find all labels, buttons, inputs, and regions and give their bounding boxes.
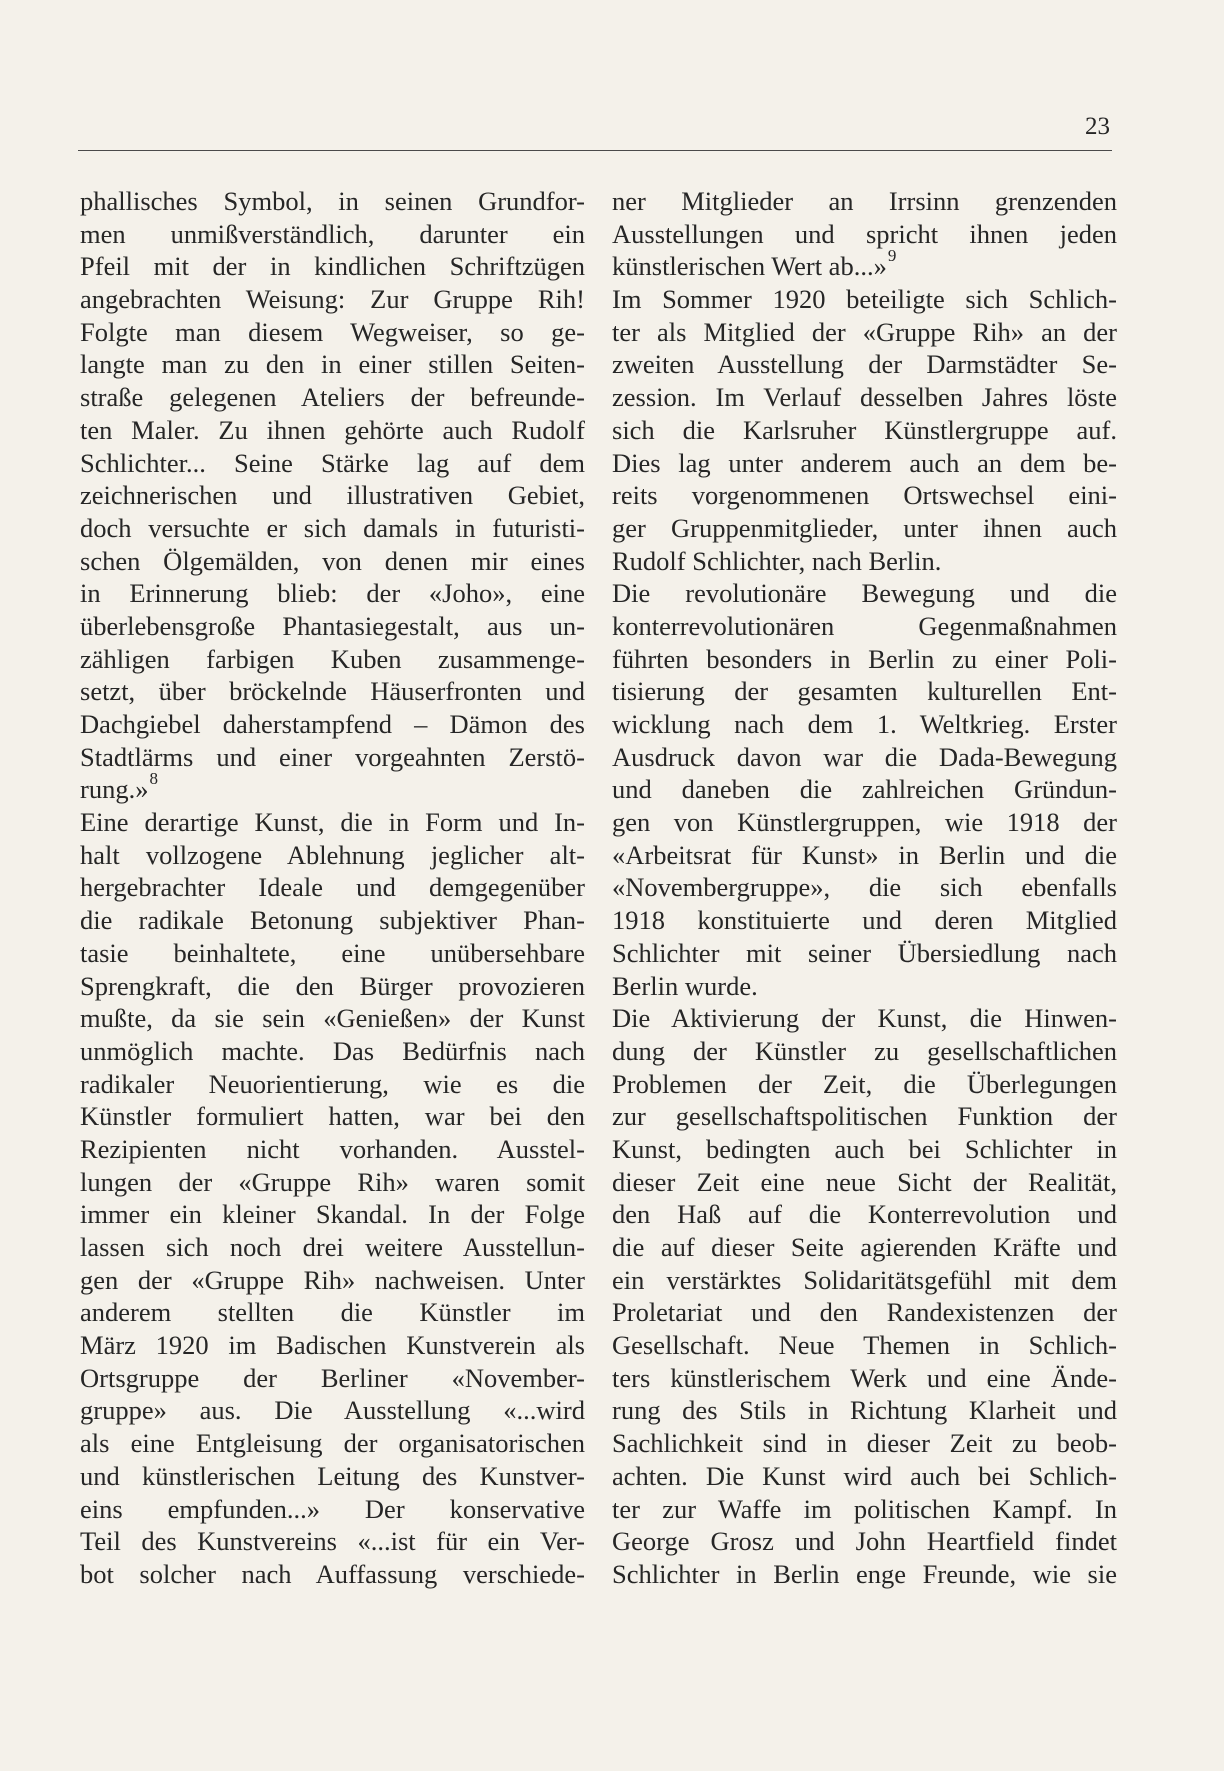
text-line: tisierung der gesamten kulturellen Ent- [612, 676, 1117, 707]
text-line: straße gelegenen Ateliers der befreunde- [80, 382, 585, 413]
text-line: und künstlerischen Leitung des Kunstver- [80, 1460, 585, 1491]
text-line: zur gesellschaftspolitischen Funktion der [612, 1101, 1117, 1132]
text-line: halt vollzogene Ablehnung jeglicher alt- [80, 839, 585, 870]
text-line: ter als Mitglied der «Gruppe Rih» an der [612, 316, 1117, 347]
page-number: 23 [1085, 113, 1110, 140]
text-line: Schlichter in Berlin enge Freunde, wie sie [612, 1558, 1117, 1589]
text-line: Im Sommer 1920 beteiligte sich Schlich- [612, 284, 1117, 315]
text-line: zeichnerischen und illustrativen Gebiet, [80, 480, 585, 511]
text-line: zweiten Ausstellung der Darmstädter Se- [612, 349, 1117, 380]
text-line-with-footnote [80, 769, 585, 806]
left-column [80, 185, 585, 1591]
text-line: Eine derartige Kunst, die in Form und In- [80, 807, 585, 838]
text-fragment: künstlerischen Wert ab...» [612, 251, 887, 282]
footnote-marker-9: 9 [887, 246, 897, 266]
text-line: immer ein kleiner Skandal. In der Folge [80, 1199, 585, 1230]
text-line: Dachgiebel daherstampfend – Dämon des [80, 709, 585, 739]
text-line: mußte, da sie sein «Genießen» der Kunst [80, 1003, 585, 1034]
header-rule [78, 150, 1112, 151]
text-line: Die Aktivierung der Kunst, die Hinwen- [612, 1003, 1117, 1034]
text-line: zähligen farbigen Kuben zusammenge- [80, 643, 585, 674]
text-fragment: rung.» [80, 774, 149, 805]
text-line: März 1920 im Badischen Kunstverein als [80, 1330, 585, 1361]
footnote-marker-8: 8 [149, 769, 158, 789]
text-line: phallisches Symbol, in seinen Grundfor- [80, 186, 585, 216]
text-line: langte man zu den in einer stillen Seiten- [80, 349, 585, 380]
text-line: ein verstärktes Solidaritätsgefühl mit dem [612, 1264, 1117, 1295]
text-line: gen von Künstlergruppen, wie 1918 der [612, 807, 1117, 838]
text-line: Proletariat und den Randexistenzen der [612, 1297, 1117, 1328]
text-line: und daneben die zahlreichen Gründun- [612, 774, 1117, 805]
text-line: den Haß auf die Konterrevolution und [612, 1199, 1117, 1230]
text-line: zession. Im Verlauf desselben Jahres löste [612, 382, 1117, 413]
text-line: 1918 konstituierte und deren Mitglied [612, 905, 1117, 936]
text-line: lungen der «Gruppe Rih» waren somit [80, 1166, 585, 1197]
text-line: die radikale Betonung subjektiver Phan- [80, 905, 585, 936]
text-line: achten. Die Kunst wird auch bei Schlich- [612, 1460, 1117, 1491]
text-line: eins empfunden...» Der konservative [80, 1493, 585, 1524]
text-line: in Erinnerung blieb: der «Joho», eine [80, 578, 585, 609]
text-line: sich die Karlsruher Künstlergruppe auf. [612, 414, 1117, 445]
text-line: «Arbeitsrat für Kunst» in Berlin und die [612, 839, 1117, 870]
text-line: Schlichter mit seiner Übersiedlung nach [612, 937, 1117, 968]
text-line: Ausdruck davon war die Dada-Bewegung [612, 741, 1117, 772]
text-line: Schlichter... Seine Stärke lag auf dem [80, 447, 585, 478]
text-line: wicklung nach dem 1. Weltkrieg. Erster [612, 709, 1117, 739]
text-line: Folgte man diesem Wegweiser, so ge- [80, 316, 585, 347]
text-line: ters künstlerischem Werk und eine Ände- [612, 1362, 1117, 1393]
text-line: rung des Stils in Richtung Klarheit und [612, 1395, 1117, 1426]
text-line: bot solcher nach Auffassung verschiede- [80, 1558, 585, 1589]
text-line: dieser Zeit eine neue Sicht der Realität, [612, 1166, 1117, 1197]
text-line: als eine Entgleisung der organisatorischen [80, 1428, 585, 1459]
text-line: überlebensgroße Phantasiegestalt, aus un- [80, 610, 585, 641]
text-line: ger Gruppenmitglieder, unter ihnen auch [612, 512, 1117, 543]
text-line: Sprengkraft, die den Bürger provozieren [80, 970, 585, 1001]
text-line: Kunst, bedingten auch bei Schlichter in [612, 1133, 1117, 1164]
text-line: gen der «Gruppe Rih» nachweisen. Unter [80, 1264, 585, 1295]
text-line: setzt, über bröckelnde Häuserfronten und [80, 676, 585, 707]
right-column [612, 185, 1117, 1591]
text-line: Stadtlärms und einer vorgeahnten Zerstö- [80, 741, 585, 772]
text-line: Teil des Kunstvereins «...ist für ein Ver- [80, 1526, 585, 1557]
text-line: men unmißverständlich, darunter ein [80, 218, 585, 249]
text-line: schen Ölgemälden, von denen mir eines [80, 545, 585, 576]
text-line-with-footnote [612, 246, 1117, 283]
text-line: konterrevolutionären Gegenmaßnahmen [612, 610, 1117, 641]
text-line: Rudolf Schlichter, nach Berlin. [612, 545, 942, 576]
text-line: Sachlichkeit sind in dieser Zeit zu beob- [612, 1428, 1117, 1459]
text-line: anderem stellten die Künstler im [80, 1297, 585, 1328]
text-line: lassen sich noch drei weitere Ausstellun- [80, 1232, 585, 1262]
text-line: Pfeil mit der in kindlichen Schriftzügen [80, 251, 585, 282]
text-line: Gesellschaft. Neue Themen in Schlich- [612, 1330, 1117, 1361]
text-line: «Novembergruppe», die sich ebenfalls [612, 872, 1117, 903]
text-line: gruppe» aus. Die Ausstellung «...wird [80, 1395, 585, 1426]
text-line: Dies lag unter anderem auch an dem be- [612, 447, 1117, 478]
text-line: doch versuchte er sich damals in futuristi- [80, 512, 585, 543]
text-line: ter zur Waffe im politischen Kampf. In [612, 1493, 1117, 1524]
text-line: tasie beinhaltete, eine unübersehbare [80, 937, 585, 968]
text-line: dung der Künstler zu gesellschaftlichen [612, 1035, 1117, 1066]
text-line: angebrachten Weisung: Zur Gruppe Rih! [80, 284, 585, 315]
text-line: Rezipienten nicht vorhanden. Ausstel- [80, 1133, 585, 1164]
text-line: ten Maler. Zu ihnen gehörte auch Rudolf [80, 414, 585, 445]
text-line: reits vorgenommenen Ortswechsel eini- [612, 480, 1117, 511]
text-line: die auf dieser Seite agierenden Kräfte und [612, 1232, 1117, 1262]
text-line: Berlin wurde. [612, 970, 758, 1001]
text-line: Ausstellungen und spricht ihnen jeden [612, 218, 1117, 249]
text-line: ner Mitglieder an Irrsinn grenzenden [612, 186, 1117, 216]
text-line: radikaler Neuorientierung, wie es die [80, 1068, 585, 1099]
text-line: Ortsgruppe der Berliner «November- [80, 1362, 585, 1393]
text-line: Problemen der Zeit, die Überlegungen [612, 1068, 1117, 1099]
text-line: Künstler formuliert hatten, war bei den [80, 1101, 585, 1132]
text-line: hergebrachter Ideale und demgegenüber [80, 872, 585, 903]
text-line: unmöglich machte. Das Bedürfnis nach [80, 1035, 585, 1066]
text-line: George Grosz und John Heartfield findet [612, 1526, 1117, 1557]
text-line: führten besonders in Berlin zu einer Poli- [612, 643, 1117, 674]
text-line: Die revolutionäre Bewegung und die [612, 578, 1117, 609]
